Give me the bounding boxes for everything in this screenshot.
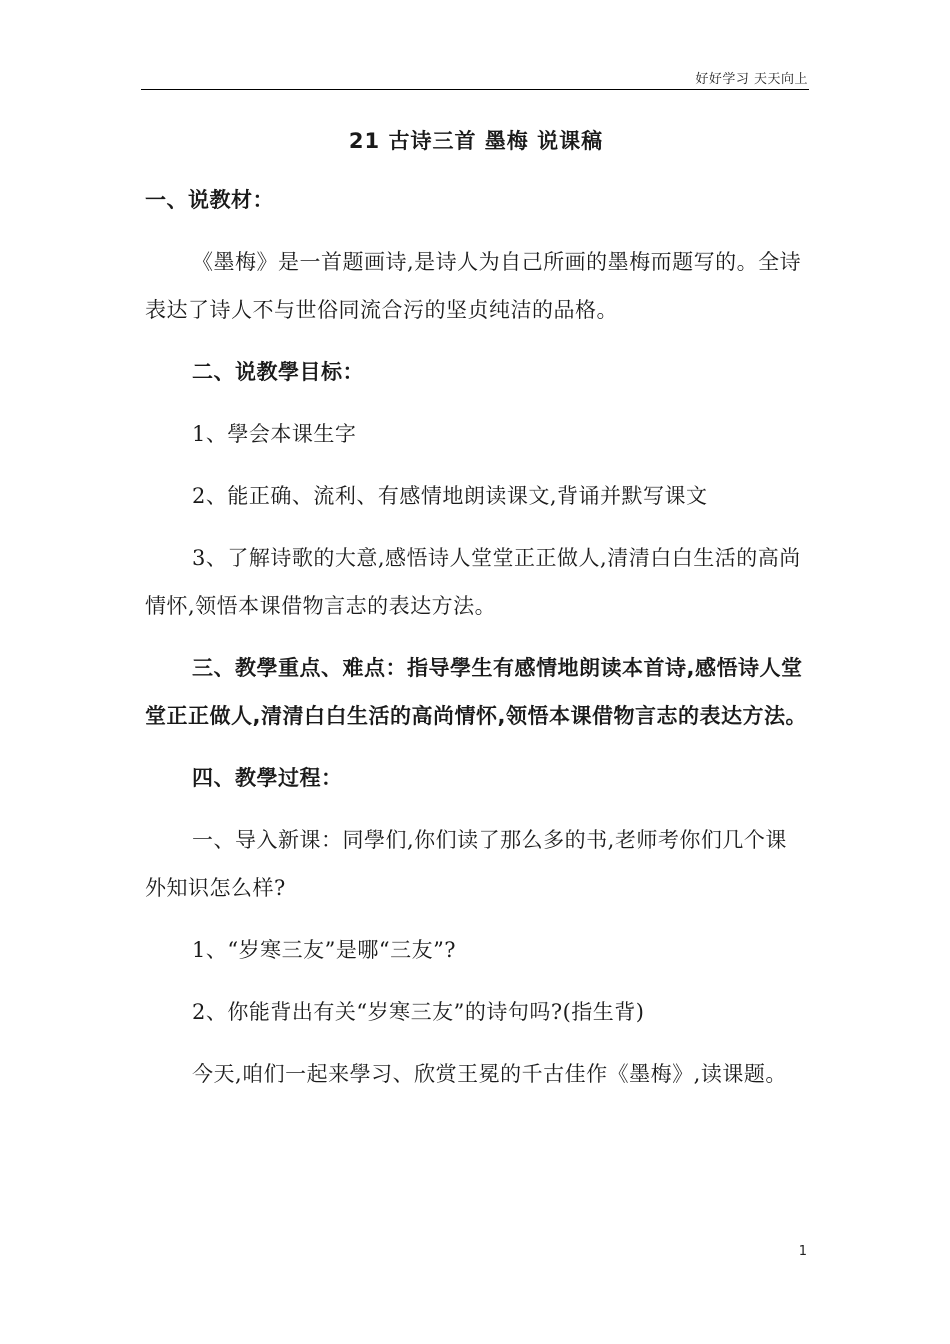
page-header-text: 好好学习 天天向上 [695, 72, 808, 87]
question-2: 2、你能背出有关“岁寒三友”的诗句吗?(指生背) [192, 1000, 645, 1024]
document-title: 21 古诗三首 墨梅 说课稿 [348, 129, 604, 153]
goal-item-2: 2、能正确、流利、有感情地朗读课文,背诵并默写课文 [192, 484, 708, 508]
section-heading-teaching-material: 一、说教材： [145, 188, 274, 212]
spacer [145, 912, 807, 926]
paragraph-teaching-material: 《墨梅》是一首题画诗,是诗人为自己所画的墨梅而题写的。全诗表达了诗人不与世俗同流合污的坚贞纯洁的品格。 [145, 250, 802, 322]
paragraph-today: 今天,咱们一起来學习、欣赏王冕的千古佳作《墨梅》,读课题。 [192, 1062, 787, 1086]
paragraph-introduction: 一、导入新课：同學们,你们读了那么多的书,老师考你们几个课外知识怎么样? [145, 828, 787, 900]
section-key-points: 三、教學重点、难点：指导學生有感情地朗读本首诗,感悟诗人堂堂正正做人,清清白白生活的高尚情怀,领悟本课借物言志的表达方法。 [145, 656, 807, 728]
goal-item-3: 3、了解诗歌的大意,感悟诗人堂堂正正做人,清清白白生活的高尚情怀,领悟本课借物言志的表达方法。 [145, 546, 801, 618]
goal-item-1: 1、學会本课生字 [192, 422, 357, 446]
section-heading-teaching-process: 四、教學过程： [192, 766, 343, 790]
spacer [145, 520, 807, 534]
page-number: 1 [798, 1244, 807, 1259]
section-heading-teaching-goals: 二、说教學目标： [192, 360, 364, 384]
spacer [145, 740, 807, 754]
header-divider [141, 89, 809, 90]
spacer [145, 396, 807, 410]
spacer [145, 334, 807, 348]
spacer [145, 1036, 807, 1050]
question-1: 1、“岁寒三友”是哪“三友”? [192, 938, 457, 962]
spacer [145, 224, 807, 238]
spacer [145, 458, 807, 472]
spacer [145, 974, 807, 988]
spacer [145, 630, 807, 644]
spacer [145, 802, 807, 816]
document-body [145, 118, 807, 1098]
